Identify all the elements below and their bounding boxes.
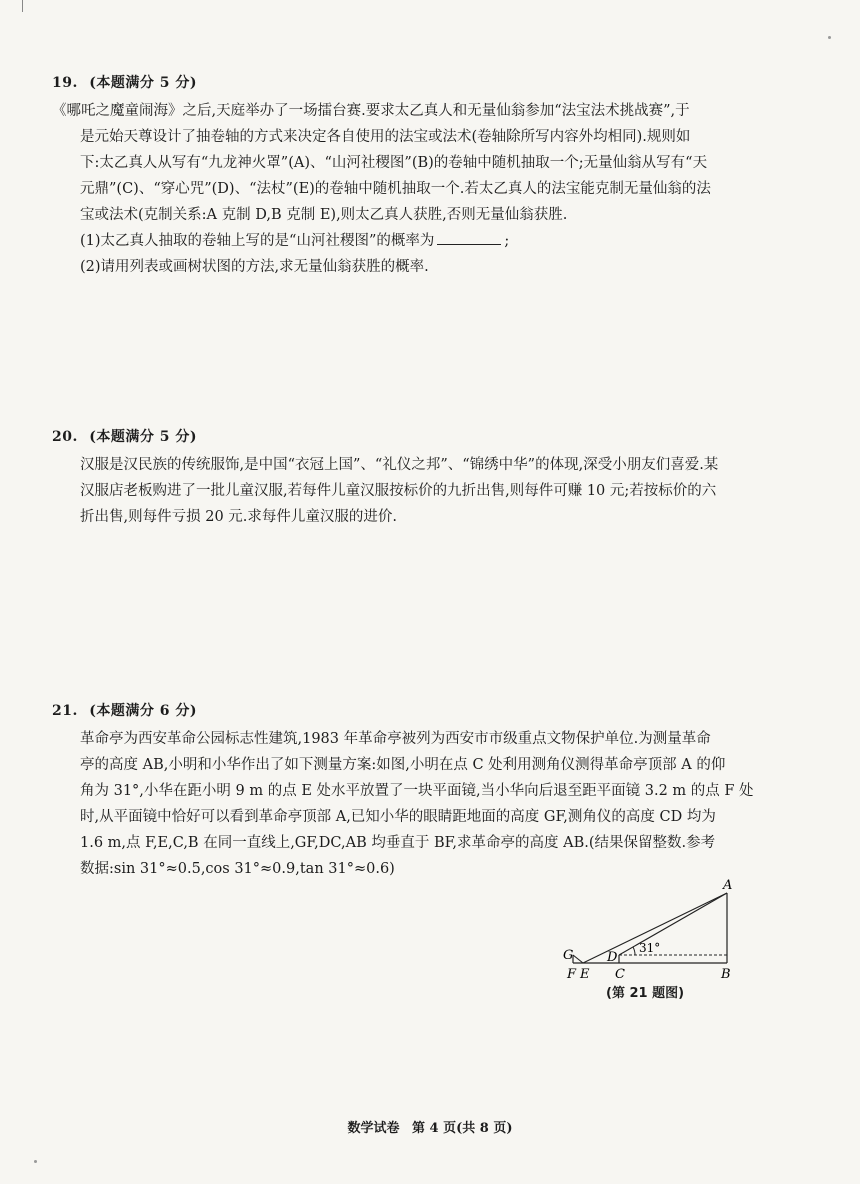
point-label-d: D [607, 950, 618, 965]
point-label-c: C [615, 967, 625, 982]
page-footer [0, 1117, 860, 1136]
scan-speck [828, 36, 831, 39]
page-edge-mark [22, 0, 23, 12]
question-header [52, 72, 732, 92]
question-number: 19. [52, 75, 78, 91]
sub-question-1-text: (1)太乙真人抽取的卷轴上写的是“山河社稷图”的概率为 [80, 233, 435, 249]
footer-page-number: 第 4 页(共 8 页) [412, 1121, 513, 1136]
question-text-line: 元鼎”(C)、“穿心咒”(D)、“法杖”(E)的卷轴中随机抽取一个.若太乙真人的法宝能克制无量仙翁的法 [80, 181, 711, 197]
question-header [52, 426, 732, 446]
point-label-f: F [567, 967, 577, 982]
point-label-b: B [721, 967, 731, 982]
angle-label: 31° [639, 941, 661, 955]
question-number: 20. [52, 429, 78, 445]
question-text-line: 数据:sin 31°≈0.5,cos 31°≈0.9,tan 31°≈0.6) [80, 861, 395, 877]
question-20 [52, 426, 732, 530]
sight-line-ge [573, 955, 583, 963]
question-score: (本题满分 5 分) [89, 429, 197, 445]
question-text-line: 是元始天尊设计了抽卷轴的方式来决定各自使用的法宝或法术(卷轴除所写内容外均相同).规则如 [80, 129, 691, 145]
question-number: 21. [52, 703, 78, 719]
question-text-line: 亭的高度 AB,小明和小华作出了如下测量方案:如图,小明在点 C 处利用测角仪测得革命亭顶部 A 的仰 [80, 757, 726, 773]
sub-question-1 [52, 228, 732, 254]
scan-speck [34, 1160, 37, 1163]
point-label-a: A [723, 878, 733, 893]
question-text-line: 《哪吒之魔童闹海》之后,天庭举办了一场擂台赛.要求太乙真人和无量仙翁参加“法宝法术挑战赛”,于 [52, 103, 690, 119]
footer-subject: 数学试卷 [347, 1121, 400, 1136]
question-text-line: 汉服店老板购进了一批儿童汉服,若每件儿童汉服按标价的九折出售,则每件可赚 10 元;若按标价的六 [80, 483, 717, 499]
sub-question-2: (2)请用列表或画树状图的方法,求无量仙翁获胜的概率. [80, 259, 429, 275]
figure-caption: (第 21 题图) [606, 986, 685, 1001]
sub-question-1-suffix: ; [504, 233, 510, 249]
question-19 [52, 72, 732, 280]
question-text-line: 角为 31°,小华在距小明 9 m 的点 E 处水平放置了一块平面镜,当小华向后退至距平面镜 3.2 m 的点 F 处 [80, 783, 754, 799]
sight-line-da [619, 893, 727, 955]
question-text-line: 宝或法术(克制关系:A 克制 D,B 克制 E),则太乙真人获胜,否则无量仙翁获胜. [80, 207, 568, 223]
answer-blank[interactable] [437, 230, 501, 245]
question-text-line: 1.6 m,点 F,E,C,B 在同一直线上,GF,DC,AB 均垂直于 BF,求革命亭的高度 AB.(结果保留整数.参考 [80, 835, 716, 851]
question-text-line: 折出售,则每件亏损 20 元.求每件儿童汉服的进价. [80, 509, 397, 525]
question-21 [52, 700, 754, 882]
question-score: (本题满分 5 分) [89, 75, 197, 91]
question-text-line: 汉服是汉民族的传统服饰,是中国“衣冠上国”、“礼仪之邦”、“锦绣中华”的体现,深受小朋友们喜爱.某 [80, 457, 719, 473]
question-score: (本题满分 6 分) [89, 703, 197, 719]
question-text-line: 革命亭为西安革命公园标志性建筑,1983 年革命亭被列为西安市市级重点文物保护单位.为测量革命 [80, 731, 711, 747]
question-text-line: 时,从平面镜中恰好可以看到革命亭顶部 A,已知小华的眼睛距地面的高度 GF,测角仪的高度 CD 均为 [80, 809, 716, 825]
question-header [52, 700, 732, 720]
angle-arc [633, 947, 635, 955]
point-label-g: G [563, 948, 574, 963]
question-text-line: 下:太乙真人从写有“九龙神火罩”(A)、“山河社稷图”(B)的卷轴中随机抽取一个;无量仙翁从写有“天 [80, 155, 708, 171]
point-label-e: E [580, 967, 590, 982]
